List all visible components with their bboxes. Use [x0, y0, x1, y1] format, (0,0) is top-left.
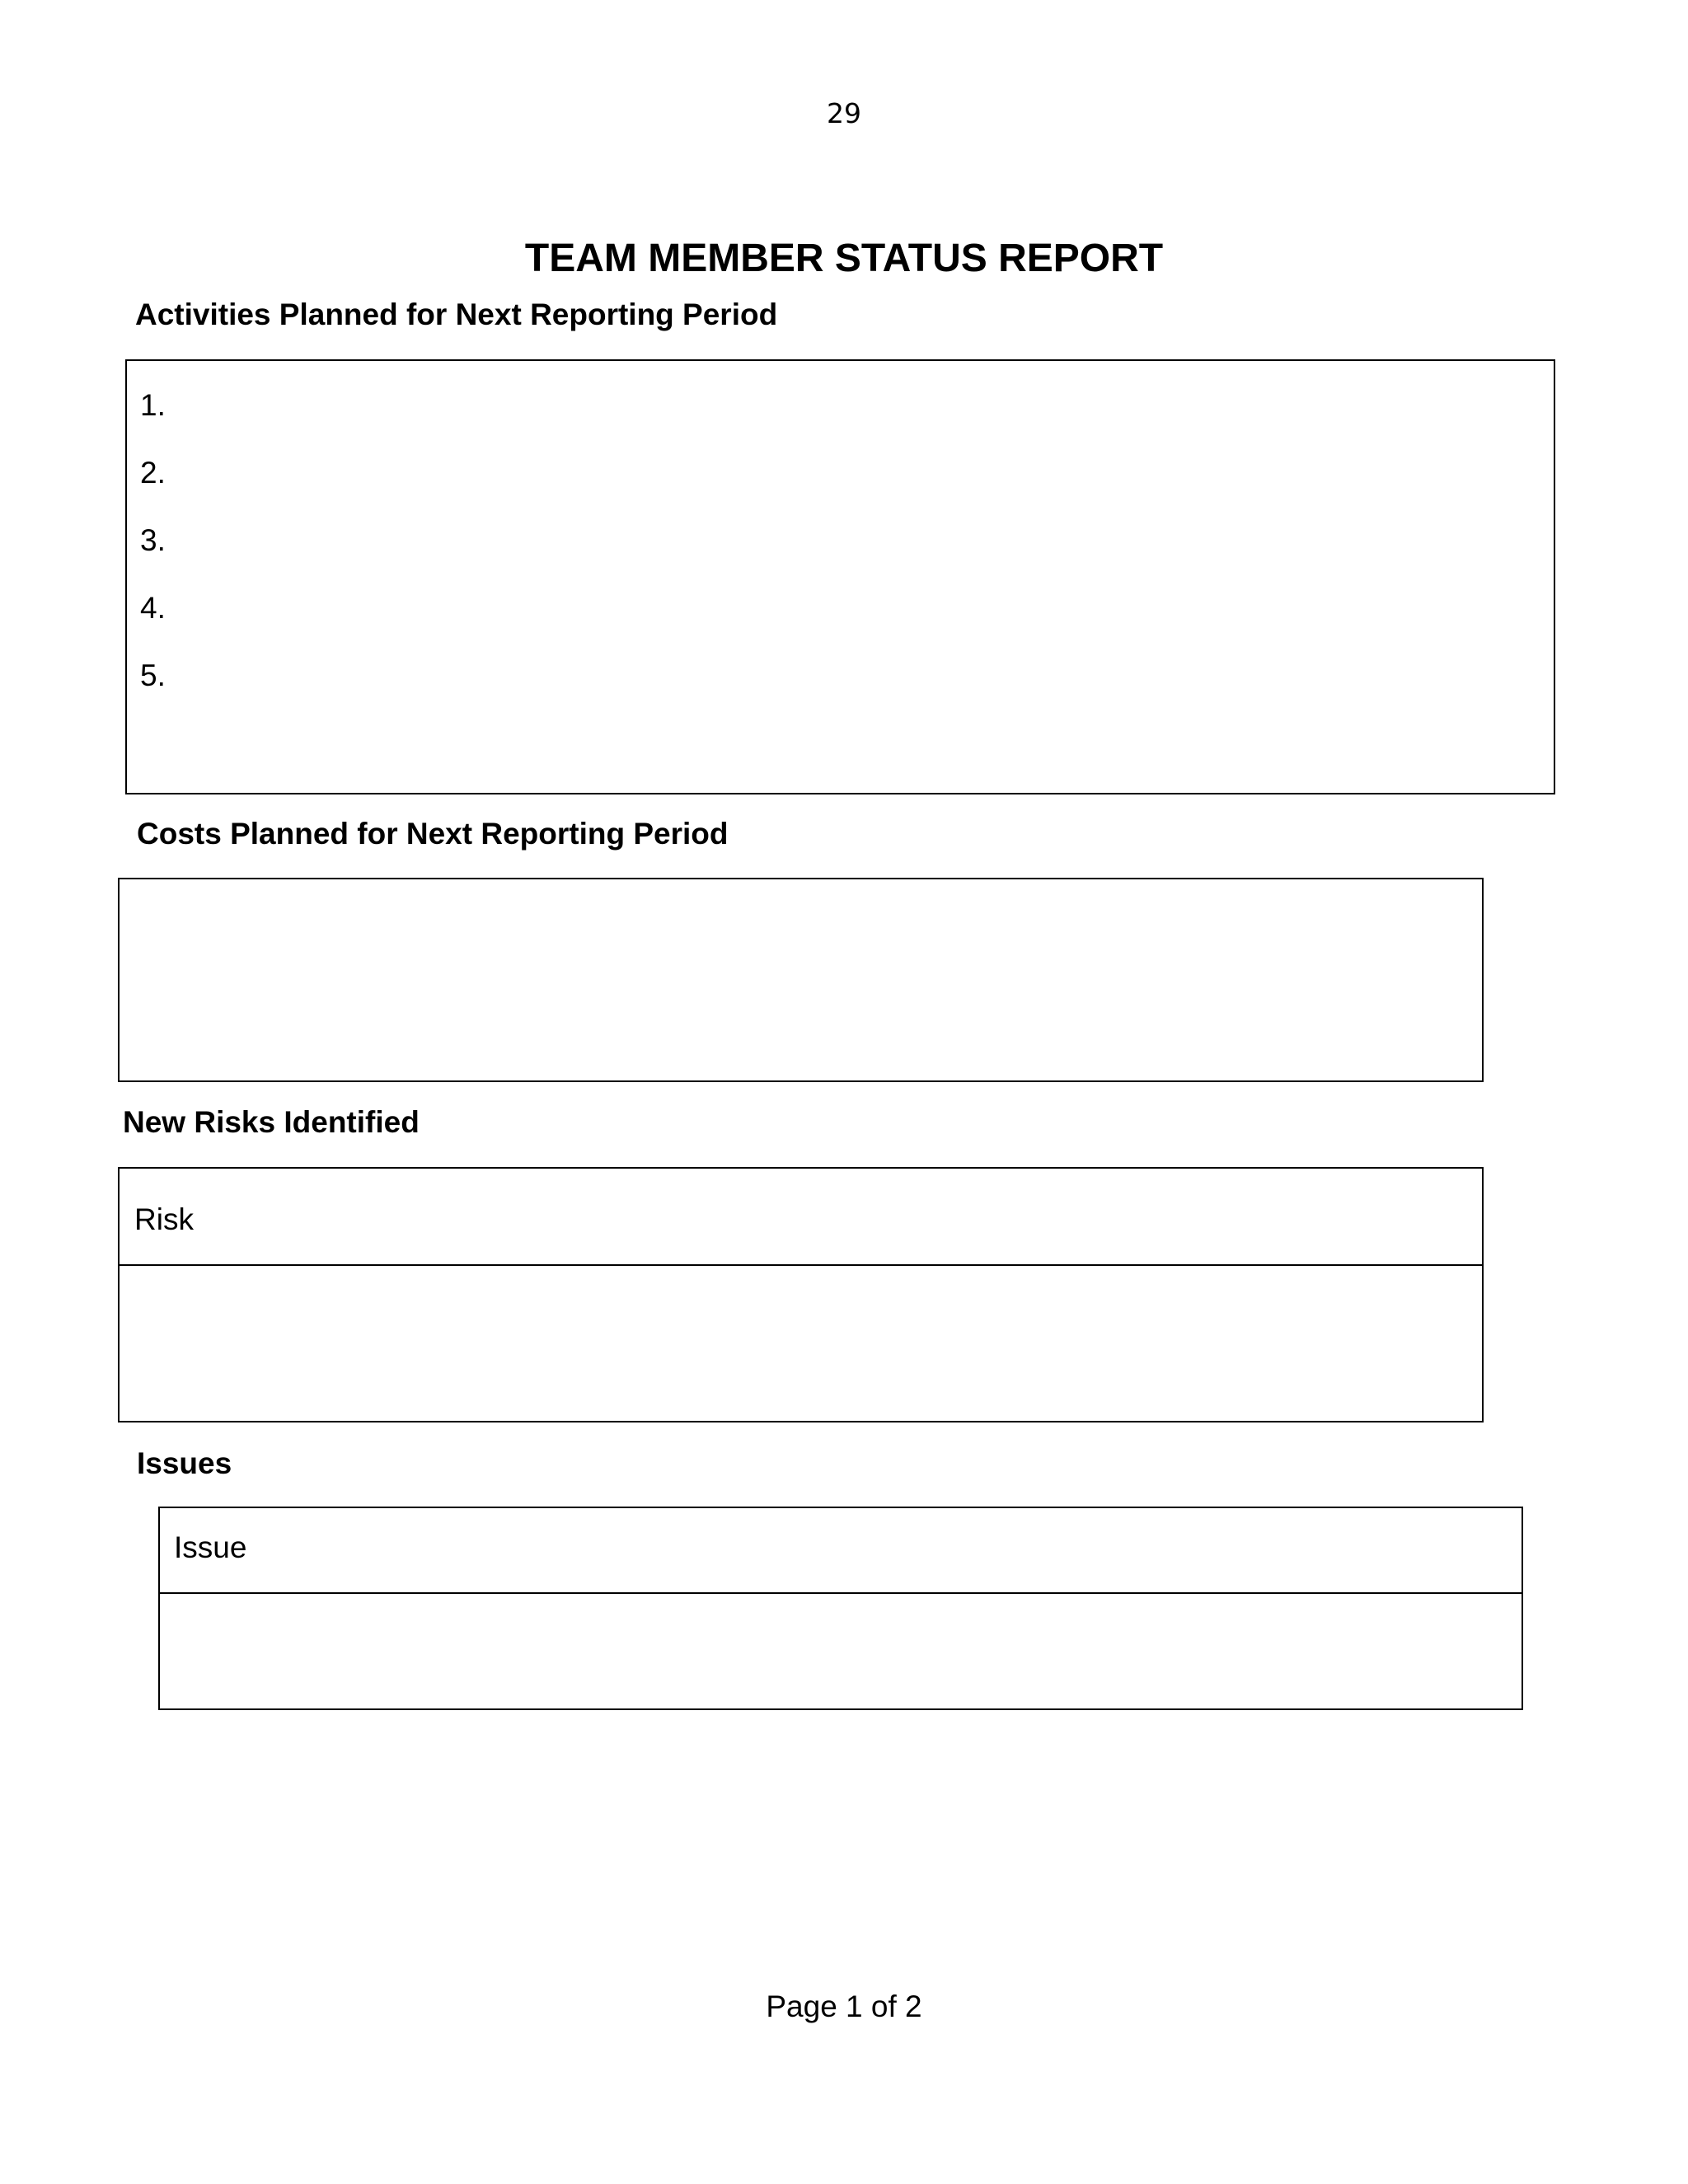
risks-table-header-row [120, 1169, 1482, 1266]
risks-table [118, 1167, 1484, 1422]
issues-table [158, 1507, 1523, 1710]
issues-table-entry-cell[interactable] [160, 1594, 1522, 1708]
footer-page-label: Page 1 of 2 [766, 1990, 922, 2023]
page-number-top: 29 [827, 97, 861, 129]
risks-table-entry-cell[interactable] [120, 1266, 1482, 1421]
costs-heading: Costs Planned for Next Reporting Period [137, 817, 729, 851]
activities-box[interactable] [125, 359, 1555, 794]
report-title: TEAM MEMBER STATUS REPORT [524, 237, 1164, 280]
costs-box[interactable] [118, 878, 1484, 1082]
activities-heading: Activities Planned for Next Reporting Period [135, 298, 778, 331]
issues-table-header-row [160, 1508, 1522, 1594]
activity-item-4: 4. [140, 591, 166, 625]
activity-item-1: 1. [140, 388, 166, 422]
risks-heading: New Risks Identified [123, 1105, 420, 1139]
activity-item-2: 2. [140, 456, 166, 490]
risk-column-header: Risk [134, 1202, 194, 1236]
issues-heading: Issues [137, 1446, 232, 1480]
issue-column-header: Issue [174, 1530, 247, 1564]
activity-item-3: 3. [140, 523, 166, 557]
activity-item-5: 5. [140, 658, 166, 692]
